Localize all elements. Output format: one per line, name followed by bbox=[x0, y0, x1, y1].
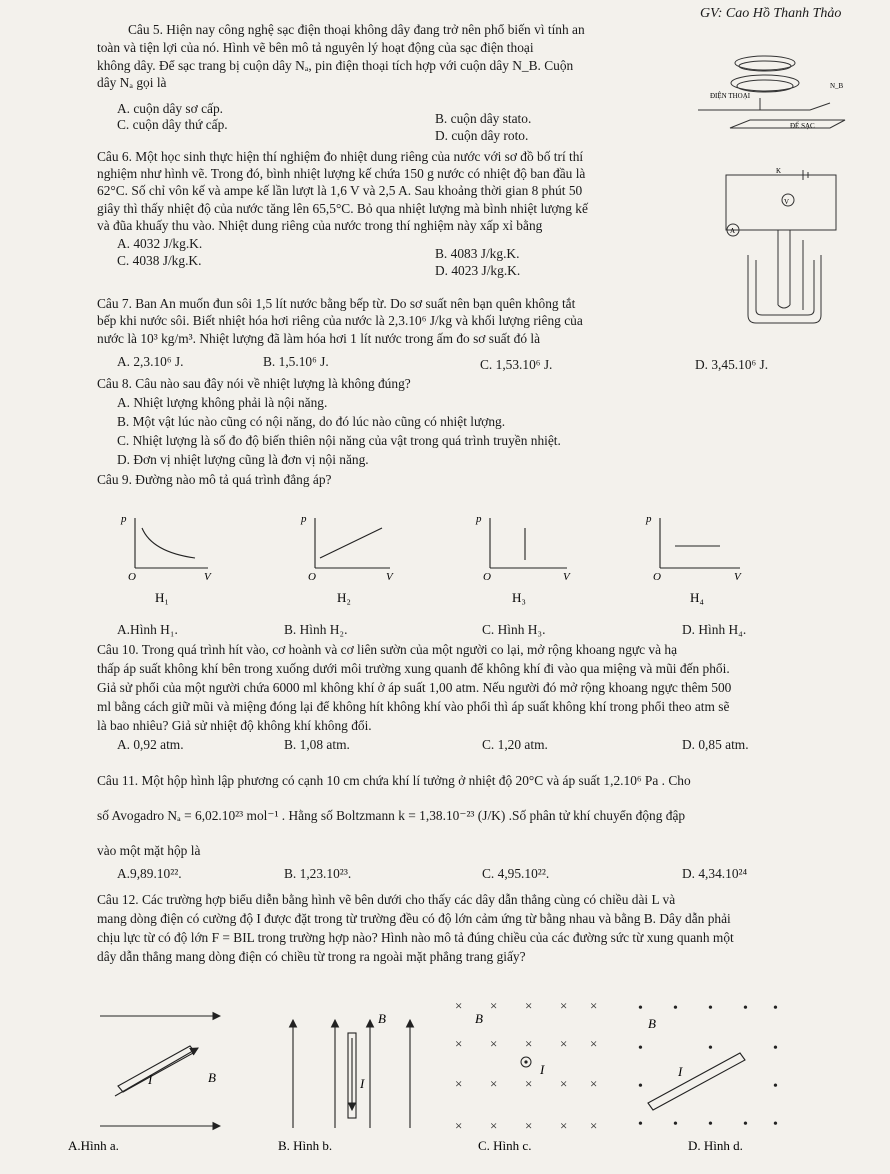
svg-text:•: • bbox=[638, 1041, 643, 1056]
q5-option-d: D. cuộn dây roto. bbox=[435, 128, 529, 143]
svg-text:•: • bbox=[638, 1001, 643, 1016]
svg-text:V: V bbox=[784, 198, 790, 206]
q10-option-d: D. 0,85 atm. bbox=[682, 737, 749, 752]
graph-h1-label: H₁ bbox=[155, 590, 169, 605]
q7-line-2: bếp khi nước sôi. Biết nhiệt hóa hơi riêng của nước là 2,3.10⁶ J/kg và khối lượng riêng của bbox=[97, 313, 583, 328]
q5-line-3: không dây. Để sạc trang bị cuộn dây Nₐ, pin điện thoại tích hợp với cuộn dây N_B. Cuộn bbox=[97, 58, 574, 73]
q7-option-c: C. 1,53.10⁶ J. bbox=[480, 357, 553, 372]
svg-text:p: p bbox=[301, 513, 307, 525]
svg-text:•: • bbox=[638, 1117, 643, 1132]
q10-option-b: B. 1,08 atm. bbox=[284, 737, 350, 752]
q8-option-b: B. Một vật lúc nào cũng có nội năng, do đó lúc nào cũng có nhiệt lượng. bbox=[117, 414, 506, 429]
svg-text:B: B bbox=[378, 1011, 386, 1026]
q7-option-a: A. 2,3.10⁶ J. bbox=[117, 354, 184, 369]
magnetic-field-figures bbox=[60, 978, 860, 1168]
svg-text:•: • bbox=[743, 1117, 748, 1132]
svg-text:p: p bbox=[121, 513, 127, 525]
q10-option-a: A. 0,92 atm. bbox=[117, 737, 184, 752]
svg-text:B: B bbox=[208, 1070, 216, 1085]
q7-option-b: B. 1,5.10⁶ J. bbox=[263, 354, 329, 369]
svg-text:•: • bbox=[773, 1079, 778, 1094]
q12-line-3: chịu lực từ có độ lớn F = BIL trong trường hợp nào? Hình nào mô tả đúng chiều của các đường sức từ xung quanh một bbox=[97, 930, 734, 945]
q5-option-c: C. cuộn dây thứ cấp. bbox=[117, 117, 228, 132]
graph-h3-label: H₃ bbox=[512, 590, 526, 605]
q6-option-b: B. 4083 J/kg.K. bbox=[435, 246, 520, 261]
svg-text:×: × bbox=[490, 1076, 498, 1091]
fig-a-label: A.Hình a. bbox=[68, 1138, 119, 1153]
q5-line-1: Câu 5. Hiện nay công nghệ sạc điện thoại không dây đang trở nên phổ biến vì tính an bbox=[128, 22, 585, 37]
q8-line-1: Câu 8. Câu nào sau đây nói về nhiệt lượng là không đúng? bbox=[97, 376, 411, 391]
svg-text:I: I bbox=[678, 1064, 683, 1079]
q6-option-a: A. 4032 J/kg.K. bbox=[117, 236, 203, 251]
q7-line-3: nước là 10³ kg/m³. Nhiệt lượng đã làm hóa hơi 1 lít nước trong ấm đo sơ suất đó là bbox=[97, 331, 541, 346]
q5-option-a: A. cuộn dây sơ cấp. bbox=[117, 101, 223, 116]
svg-text:I: I bbox=[540, 1062, 545, 1077]
q10-line-5: là bao nhiêu? Giả sử nhiệt độ không khí không đổi. bbox=[97, 718, 372, 733]
teacher-header: GV: Cao Hồ Thanh Thảo bbox=[700, 6, 842, 21]
q7-option-d: D. 3,45.10⁶ J. bbox=[695, 357, 769, 372]
pv-graphs bbox=[100, 510, 880, 610]
svg-text:×: × bbox=[455, 1036, 463, 1051]
q10-line-2: thấp áp suất không khí bên trong xuống dưới môi trường xung quanh để không khí đi vào qua miệng và mũi đến phổi. bbox=[97, 661, 730, 676]
q10-line-1: Câu 10. Trong quá trình hít vào, cơ hoành và cơ liên sườn của một người co lại, mở rộng khoang ngực và hạ bbox=[97, 642, 678, 657]
q6-line-4: giây thì thấy nhiệt độ của nước tăng lên 65,5°C. Bỏ qua nhiệt lượng mà bình nhiệt lượng kế bbox=[97, 201, 588, 216]
fig-d-dots bbox=[638, 1001, 778, 1132]
svg-text:I: I bbox=[360, 1076, 365, 1091]
q9-option-a: A.Hình H₁. bbox=[117, 622, 178, 637]
svg-text:•: • bbox=[743, 1001, 748, 1016]
svg-text:•: • bbox=[673, 1117, 678, 1132]
q5-line-4: dây Nₐ gọi là bbox=[97, 75, 167, 90]
svg-text:×: × bbox=[590, 1076, 598, 1091]
svg-text:×: × bbox=[490, 998, 498, 1013]
graph-h1-curve bbox=[142, 528, 195, 558]
svg-text:×: × bbox=[490, 1118, 498, 1133]
fig-d-wire bbox=[648, 1053, 745, 1110]
q11-line-2: số Avogadro Nₐ = 6,02.10²³ mol⁻¹ . Hằng số Boltzmann k = 1,38.10⁻²³ (J/K) .Số phân tử khí chuyển động đập bbox=[97, 808, 686, 823]
q10-line-3: Giả sử phổi của một người chứa 6000 ml không khí ở áp suất 1,00 atm. Nếu người đó mở rộng khoang ngực thêm 500 bbox=[97, 680, 732, 695]
q6-line-1: Câu 6. Một học sinh thực hiện thí nghiệm đo nhiệt dung riêng của nước với sơ đồ bố trí thí bbox=[97, 149, 584, 164]
q12-line-2: mang dòng điện có cường độ I được đặt trong từ trường đều có độ lớn cảm ứng từ bằng nhau và bằng B. Dây dẫn phải bbox=[97, 911, 731, 926]
q8-option-c: C. Nhiệt lượng là số đo độ biến thiên nội năng của vật trong quá trình truyền nhiệt. bbox=[117, 433, 561, 448]
fig-d-label: D. Hình d. bbox=[688, 1138, 743, 1153]
svg-text:×: × bbox=[590, 998, 598, 1013]
q5-option-b: B. cuộn dây stato. bbox=[435, 111, 532, 126]
svg-text:K: K bbox=[776, 167, 782, 175]
q11-option-a: A.9,89.10²². bbox=[117, 866, 182, 881]
svg-text:O: O bbox=[653, 571, 661, 583]
svg-text:B: B bbox=[475, 1011, 483, 1026]
q6-line-2: nghiệm như hình vẽ. Trong đó, bình nhiệt lượng kế chứa 150 g nước có nhiệt độ ban đầu là bbox=[97, 166, 586, 181]
svg-text:V: V bbox=[734, 571, 741, 583]
q9-option-c: C. Hình H₃. bbox=[482, 622, 546, 637]
svg-text:•: • bbox=[638, 1079, 643, 1094]
svg-text:A: A bbox=[730, 227, 736, 235]
q8-option-d: D. Đơn vị nhiệt lượng cũng là đơn vị nội năng. bbox=[117, 452, 369, 467]
q6-line-3: 62°C. Số chỉ vôn kế và ampe kế lần lượt là 1,6 V và 2,5 A. Sau khoảng thời gian 8 phút 50 bbox=[97, 183, 583, 198]
svg-text:I: I bbox=[148, 1072, 153, 1087]
svg-text:p: p bbox=[476, 513, 482, 525]
q7-line-1: Câu 7. Ban An muốn đun sôi 1,5 lít nước bằng bếp từ. Do sơ suất nên bạn quên không tắt bbox=[97, 296, 576, 311]
q11-option-b: B. 1,23.10²³. bbox=[284, 866, 352, 881]
q9-option-d: D. Hình H₄. bbox=[682, 622, 747, 637]
q10-line-4: ml bằng cách giữ mũi và miệng đóng lại để không hít không khí vào phổi thì áp suất không khí trong phổi theo atm sẽ bbox=[97, 699, 730, 714]
q6-line-5: và đũa khuấy thu vào. Nhiệt dung riêng của nước trong thí nghiệm này xấp xỉ bằng bbox=[97, 218, 543, 233]
pad-label: ĐẾ SẠC bbox=[790, 122, 815, 130]
q6-option-d: D. 4023 J/kg.K. bbox=[435, 263, 521, 278]
fig-a-wire bbox=[118, 1046, 195, 1092]
svg-text:×: × bbox=[490, 1036, 498, 1051]
svg-text:×: × bbox=[455, 1118, 463, 1133]
svg-text:•: • bbox=[773, 1001, 778, 1016]
svg-text:×: × bbox=[525, 998, 533, 1013]
svg-text:×: × bbox=[560, 1118, 568, 1133]
svg-text:O: O bbox=[308, 571, 316, 583]
graph-h2-label: H₂ bbox=[337, 590, 351, 605]
svg-text:V: V bbox=[563, 571, 570, 583]
svg-text:•: • bbox=[708, 1117, 713, 1132]
svg-text:O: O bbox=[483, 571, 491, 583]
svg-text:•: • bbox=[673, 1001, 678, 1016]
svg-text:×: × bbox=[525, 1118, 533, 1133]
q11-line-3: vào một mặt hộp là bbox=[97, 843, 201, 858]
svg-text:•: • bbox=[773, 1041, 778, 1056]
svg-text:×: × bbox=[525, 1036, 533, 1051]
q11-option-c: C. 4,95.10²². bbox=[482, 866, 550, 881]
fig-c-label: C. Hình c. bbox=[478, 1138, 532, 1153]
wireless-charger-figure bbox=[690, 48, 850, 138]
phone-label: ĐIỆN THOẠI bbox=[710, 92, 751, 100]
q12-line-1: Câu 12. Các trường hợp biểu diễn bằng hình vẽ bên dưới cho thấy các dây dẫn thẳng cùng có chiều dài L và bbox=[97, 892, 676, 907]
q9-option-b: B. Hình H₂. bbox=[284, 622, 348, 637]
svg-text:V: V bbox=[204, 571, 211, 583]
svg-text:×: × bbox=[525, 1076, 533, 1091]
calorimeter-circuit-figure bbox=[718, 165, 848, 335]
svg-text:•: • bbox=[708, 1041, 713, 1056]
svg-text:p: p bbox=[646, 513, 652, 525]
svg-text:V: V bbox=[386, 571, 393, 583]
graph-h2-line bbox=[320, 528, 382, 558]
svg-text:×: × bbox=[560, 1036, 568, 1051]
q8-option-a: A. Nhiệt lượng không phải là nội năng. bbox=[117, 395, 328, 410]
svg-text:•: • bbox=[773, 1117, 778, 1132]
q12-line-4: dây dẫn thẳng mang dòng điện có chiều từ trong ra ngoài mặt phẳng trang giấy? bbox=[97, 949, 526, 964]
svg-text:×: × bbox=[455, 998, 463, 1013]
svg-text:B: B bbox=[648, 1016, 656, 1031]
svg-text:×: × bbox=[590, 1036, 598, 1051]
q6-option-c: C. 4038 J/kg.K. bbox=[117, 253, 202, 268]
svg-text:×: × bbox=[455, 1076, 463, 1091]
q9-line-1: Câu 9. Đường nào mô tả quá trình đẳng áp? bbox=[97, 472, 332, 487]
graph-h4-label: H₄ bbox=[690, 590, 704, 605]
svg-text:×: × bbox=[560, 998, 568, 1013]
q5-line-2: toàn và tiện lợi của nó. Hình vẽ bên mô tả nguyên lý hoạt động của sạc điện thoại bbox=[97, 40, 534, 55]
fig-b-label: B. Hình b. bbox=[278, 1138, 333, 1153]
svg-text:×: × bbox=[590, 1118, 598, 1133]
svg-text:×: × bbox=[560, 1076, 568, 1091]
q10-option-c: C. 1,20 atm. bbox=[482, 737, 548, 752]
q11-option-d: D. 4,34.10²⁴ bbox=[682, 866, 748, 881]
q11-line-1: Câu 11. Một hộp hình lập phương có cạnh 10 cm chứa khí lí tưởng ở nhiệt độ 20°C và áp suất 1,2.10⁶ Pa . Cho bbox=[97, 773, 691, 788]
svg-text:O: O bbox=[128, 571, 136, 583]
svg-text:•: • bbox=[708, 1001, 713, 1016]
nb-label: N_B bbox=[830, 82, 844, 90]
